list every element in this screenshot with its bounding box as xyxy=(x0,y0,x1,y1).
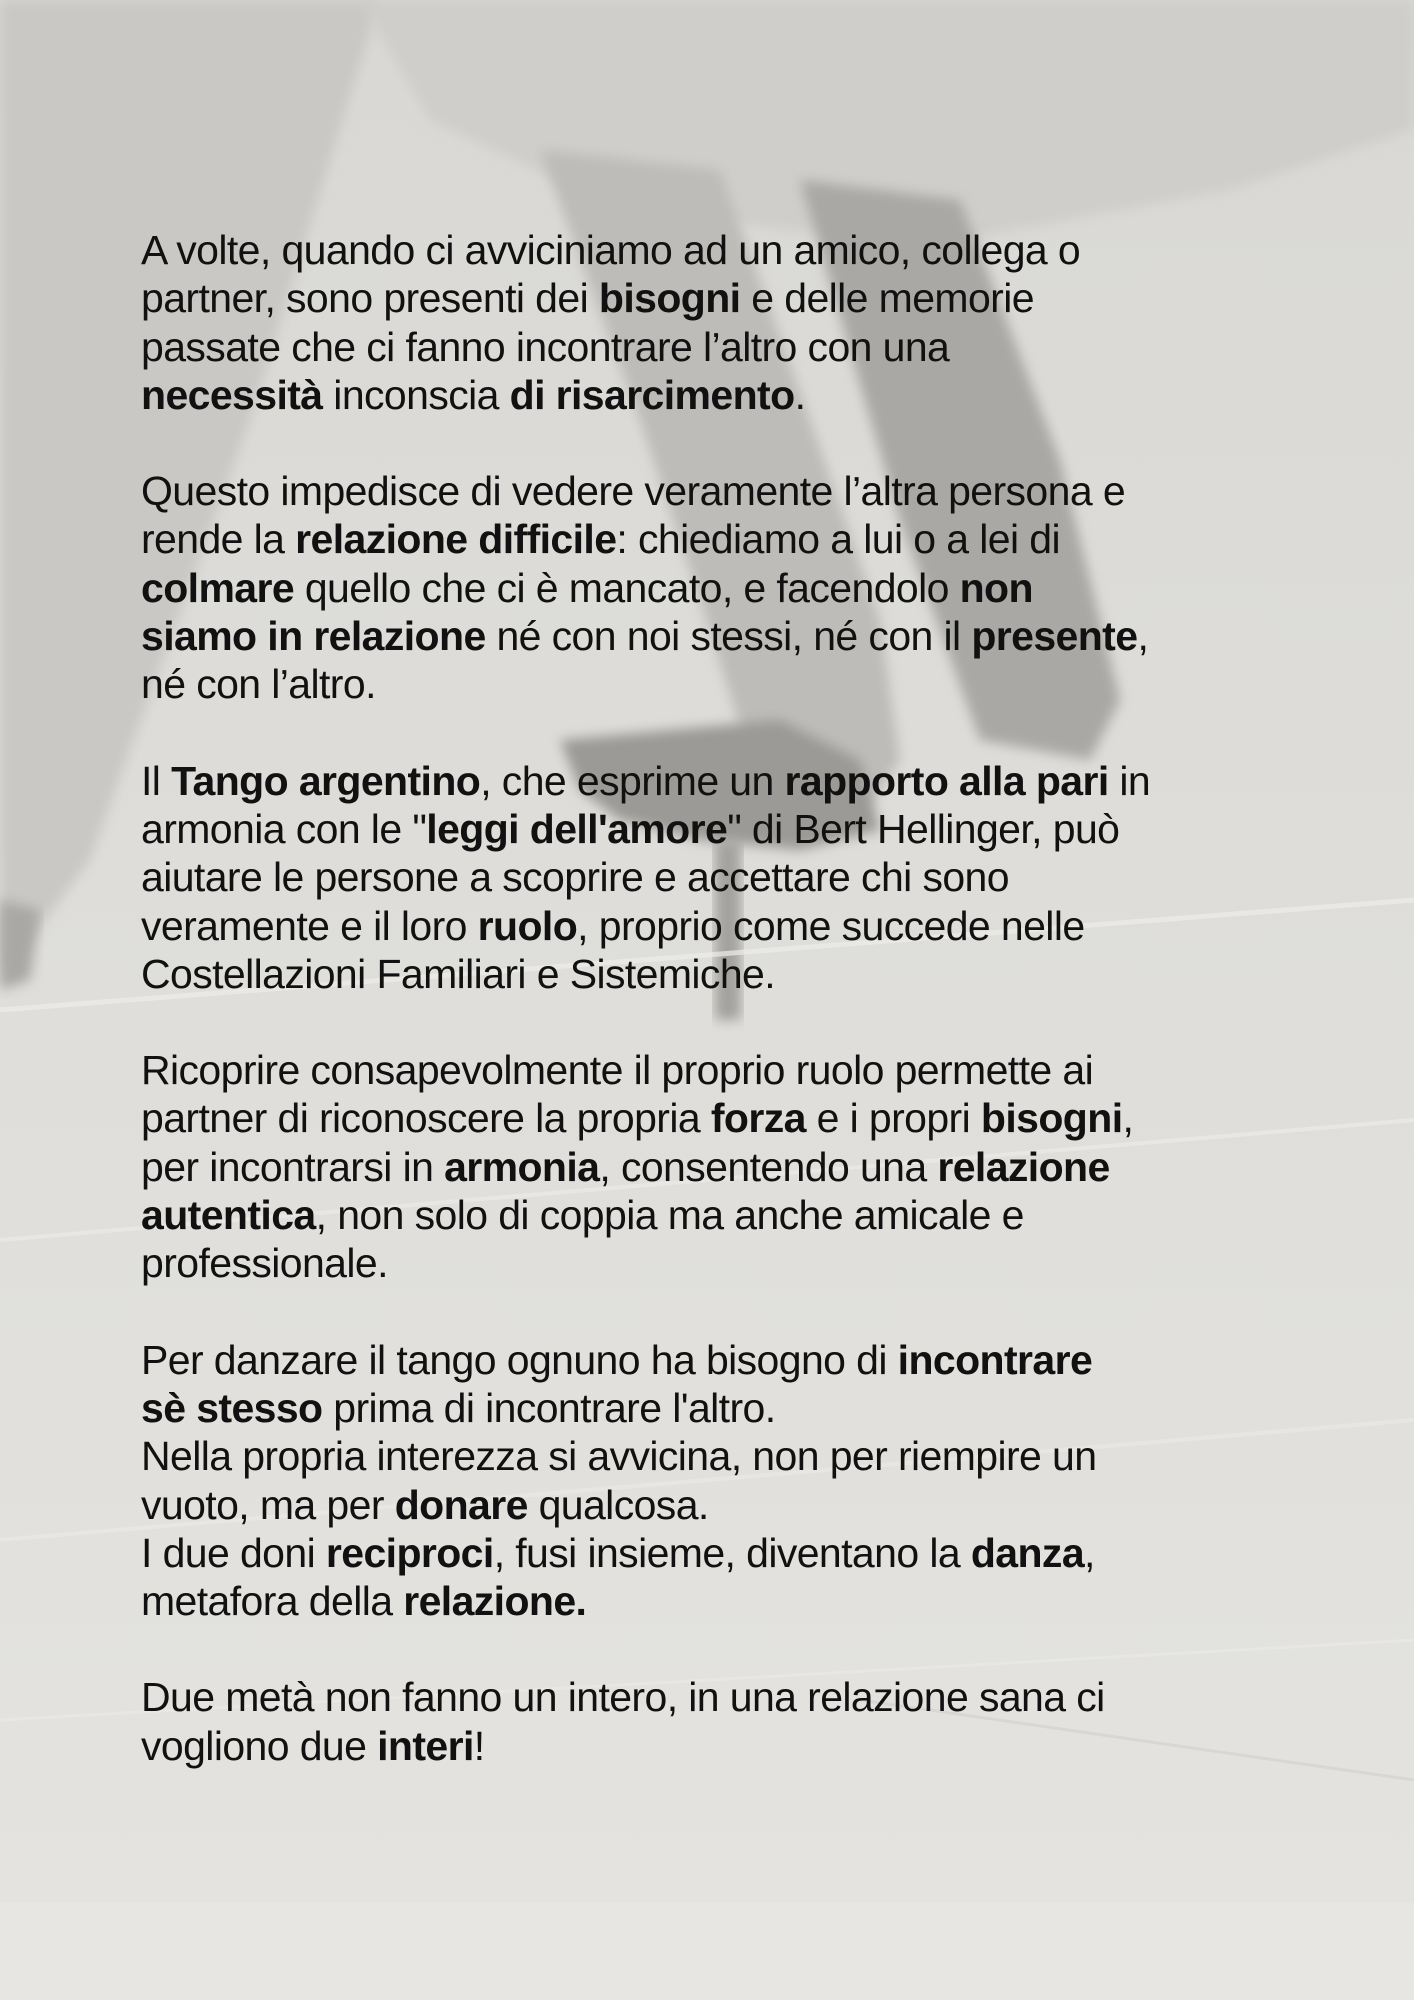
text-segment: in xyxy=(1108,757,1151,804)
text-segment: , fusi insieme, diventano la xyxy=(493,1529,971,1576)
text-segment: , consentendo una xyxy=(599,1143,938,1190)
bold-text: danza xyxy=(970,1529,1085,1576)
text-segment: I due doni xyxy=(141,1529,326,1576)
bold-text: incontrare xyxy=(897,1336,1093,1383)
text-segment: vogliono due xyxy=(141,1722,378,1769)
bold-text: presente xyxy=(971,613,1138,660)
text-line xyxy=(141,564,1301,612)
paragraph xyxy=(141,1046,1301,1287)
bold-text: bisogni xyxy=(598,275,741,322)
text-segment: né con l’altro. xyxy=(141,661,376,708)
bold-text: donare xyxy=(394,1481,528,1528)
bold-text: colmare xyxy=(141,564,295,611)
text-line xyxy=(141,853,1301,901)
text-segment: Due metà non fanno un intero, in una relazione sana ci xyxy=(141,1674,1105,1721)
text-line xyxy=(141,1046,1301,1094)
text-segment: prima di incontrare l'altro. xyxy=(322,1384,776,1431)
text-line xyxy=(141,1239,1301,1287)
text-line xyxy=(141,1336,1301,1384)
text-segment: rende la xyxy=(141,516,296,563)
bold-text: Tango argentino xyxy=(171,757,481,804)
text-segment: Per danzare il tango ognuno ha bisogno di xyxy=(141,1336,898,1383)
text-segment: né con noi stessi, né con il xyxy=(485,613,972,660)
text-segment: armonia con le " xyxy=(141,805,427,852)
text-line xyxy=(141,1673,1301,1721)
text-segment: partner di riconoscere la propria xyxy=(141,1095,711,1142)
text-line xyxy=(141,274,1301,322)
text-segment: , che esprime un xyxy=(480,757,785,804)
text-segment: , proprio come succede nelle xyxy=(577,902,1085,949)
text-segment: qualcosa. xyxy=(527,1481,709,1528)
text-segment: : chiediamo a lui o a lei di xyxy=(616,516,1060,563)
text-line xyxy=(141,1577,1301,1625)
bold-text: necessità xyxy=(141,371,323,418)
text-segment: metafora della xyxy=(141,1578,404,1625)
text-segment: Costellazioni Familiari e Sistemiche. xyxy=(141,950,776,997)
text-segment: per incontrarsi in xyxy=(141,1143,445,1190)
bold-text: siamo in relazione xyxy=(141,613,486,660)
paragraph xyxy=(141,226,1301,419)
text-line xyxy=(141,323,1301,371)
text-line xyxy=(141,1481,1301,1529)
text-line xyxy=(141,226,1301,274)
text-segment: , xyxy=(1122,1095,1134,1142)
bold-text: rapporto alla pari xyxy=(784,757,1109,804)
text-line xyxy=(141,757,1301,805)
bold-text: autentica xyxy=(141,1192,316,1239)
text-segment: aiutare le persone a scoprire e accettare chi sono xyxy=(141,854,1009,901)
text-segment: professionale. xyxy=(141,1240,388,1287)
text-segment: Nella propria interezza si avvicina, non per riempire un xyxy=(141,1433,1097,1480)
text-segment: e i propri xyxy=(805,1095,981,1142)
bold-text: ruolo xyxy=(477,902,578,949)
bold-text: leggi dell'amore xyxy=(426,805,728,852)
bold-text: bisogni xyxy=(980,1095,1123,1142)
paragraph xyxy=(141,467,1301,708)
text-line xyxy=(141,950,1301,998)
text-line xyxy=(141,371,1301,419)
text-segment: A volte, quando ci avviciniamo ad un amico, collega o xyxy=(141,227,1081,273)
text-segment: passate che ci fanno incontrare l’altro con una xyxy=(141,323,950,370)
text-line xyxy=(141,1143,1301,1191)
bold-text: reciproci xyxy=(325,1529,494,1576)
text-segment: , non solo di coppia ma anche amicale e xyxy=(315,1192,1024,1239)
text-line xyxy=(141,660,1301,708)
bold-text: armonia xyxy=(444,1143,600,1190)
text-line xyxy=(141,1722,1301,1770)
bold-text: interi xyxy=(377,1722,474,1769)
text-segment: veramente e il loro xyxy=(141,902,478,949)
text-line xyxy=(141,467,1301,515)
bold-text: relazione difficile xyxy=(295,516,617,563)
text-segment: quello che ci è mancato, e facendolo xyxy=(294,564,960,611)
bold-text: di risarcimento xyxy=(509,371,795,418)
bold-text: non xyxy=(959,564,1033,611)
text-segment: inconscia xyxy=(322,371,510,418)
text-line xyxy=(141,1094,1301,1142)
text-line xyxy=(141,612,1301,660)
text-segment: , xyxy=(1084,1529,1095,1576)
text-segment: . xyxy=(794,371,806,418)
bold-text: sè stesso xyxy=(141,1384,323,1431)
text-line xyxy=(141,1432,1301,1480)
text-segment: partner, sono presenti dei xyxy=(141,275,599,322)
body-text xyxy=(141,226,1301,1770)
footer-band xyxy=(0,1903,1414,2000)
bold-text: relazione. xyxy=(403,1578,587,1625)
text-segment: e delle memorie xyxy=(740,275,1034,322)
text-segment: ! xyxy=(473,1722,485,1769)
text-segment: Ricoprire consapevolmente il proprio ruolo permette ai xyxy=(141,1047,1094,1094)
text-segment: Il xyxy=(141,757,172,804)
text-segment: , xyxy=(1137,613,1149,660)
text-segment: " di Bert Hellinger, può xyxy=(727,805,1120,852)
text-segment: Questo impedisce di vedere veramente l’altra persona e xyxy=(141,468,1126,515)
paragraph xyxy=(141,1336,1301,1626)
text-line xyxy=(141,805,1301,853)
text-line xyxy=(141,1384,1301,1432)
paragraph xyxy=(141,1673,1301,1770)
bold-text: relazione xyxy=(937,1143,1110,1190)
text-segment: vuoto, ma per xyxy=(141,1481,395,1528)
paragraph xyxy=(141,757,1301,998)
text-line xyxy=(141,902,1301,950)
text-line xyxy=(141,1529,1301,1577)
bold-text: forza xyxy=(710,1095,806,1142)
text-line xyxy=(141,1191,1301,1239)
text-line xyxy=(141,515,1301,563)
